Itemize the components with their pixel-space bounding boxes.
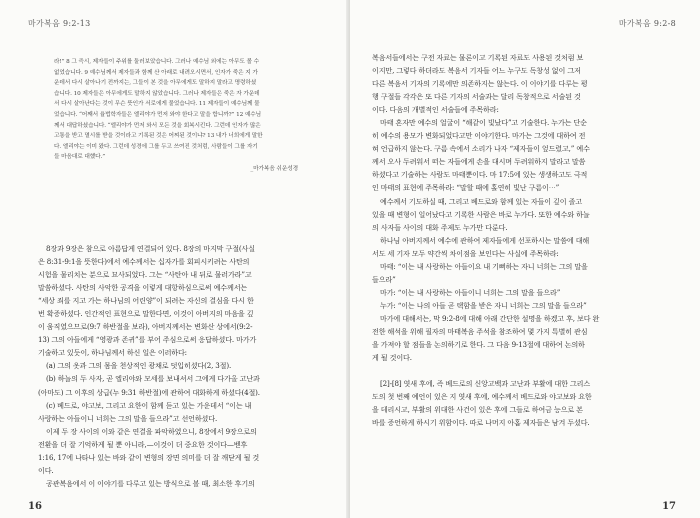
body-line: (a) 그의 옷과 그의 몸을 천상적인 광채로 덧입히셨다(2, 3절). — [46, 361, 232, 371]
body-line: 전한 해석을 위해 필자의 마태복음 주석을 참조하여 몇 가지 특별히 관심 — [372, 326, 588, 336]
quote-line: 께서 대답하셨습니다. “엘리야가 먼저 와서 모든 것을 회복시킨다. 그런데 인자가 많은 — [54, 122, 261, 129]
body-line: 이다. 다음의 개별적인 서술들에 주목하라: — [372, 105, 499, 115]
body-line: 의 사자들 사이의 대화 주제도 누가만 다룬다. — [372, 222, 508, 232]
quote-line: 들 마음대로 대했다.” — [54, 154, 106, 161]
body-line: 공관복음에서 이 이야기를 다루고 있는 방식으로 볼 때, 최소한 후기의 — [46, 478, 255, 488]
quote-source: _마가복음 쉬운성경 — [250, 165, 298, 172]
quote-line: 습니다. 10 제자들은 아무에게도 말하지 않았습니다. 그러나 제자들은 죽은 자 가운데 — [54, 90, 260, 97]
running-head-left: 마가복음 9:2-13 — [28, 19, 91, 28]
running-head-right: 마가복음 9:2-8 — [618, 19, 676, 28]
body-line: 히 예수의 용모가 변화되었다고만 이야기한다. 마가는 그것에 대하여 전 — [372, 131, 586, 141]
body-line: 마가에 대해서는, 막 9:2-8에 대해 아래 간단한 설명을 하겠고 후, 보다 완 — [380, 313, 600, 323]
body-line: “세상 죄를 지고 가는 하나님의 어린양”이 되려는 자신의 결심을 다시 한 — [38, 296, 254, 306]
body-line: 바를 증언하게 하시기 위함이다. 따로 나머지 아홉 제자들은 남겨 두셨다. — [372, 418, 590, 428]
body-line: [2]-[8] 엿새 후에, 즉 베드로의 신앙고백과 고난과 부활에 대한 그리스 — [380, 379, 591, 389]
scripture-quote-block — [54, 57, 304, 175]
body-line: 예수께서 기도하실 때, 그리고 베드로와 함께 있는 자들이 깊이 졸고 — [380, 196, 583, 206]
body-line: 을 가져야 할 점들을 논의하기로 한다. 그 다음 9-13절에 대하여 논의하 — [372, 340, 585, 350]
body-line: 하셨다고 기술하는 사람도 마태뿐이다. 마 17:5에 있는 생생하고도 극적 — [372, 170, 588, 180]
body-line: 도의 첫 번째 예언이 있은 지 엿새 후에, 예수께서 베드로와 야고보와 요한 — [372, 392, 592, 402]
body-line: 들으라” — [372, 274, 396, 284]
body-line: 말씀하셨다. 사탄의 사악한 공격을 이렇게 대항하심으로써 예수께서는 — [38, 283, 248, 293]
paragraph-spacer — [372, 364, 662, 377]
body-line: 께서 오사 두려워서 떠는 자들에게 손을 대시며 두려워하지 말라고 말씀 — [372, 157, 586, 167]
body-line: 은 8:31-9:1을 뜻한다)에서 예수께서는 십자가를 회피시키려는 사탄의 — [38, 257, 250, 267]
body-line: 마태: “이는 내 사랑하는 아들이요 내 기뻐하는 자니 너희는 그의 말을 — [380, 261, 588, 271]
body-line: (b) 하늘의 두 사자, 곧 엘리야와 모세를 보내셔서 그에게 다가올 고난과 — [46, 374, 260, 384]
quote-line: 운데서 다시 살아나기 전까지는, 그들이 본 것을 아무에게도 말하지 말라고 명령하셨 — [54, 80, 257, 87]
body-line: 이 움직였으므로(9:7 하반절을 보라), 아버지께서는 변화산 상에서(9:2- — [38, 322, 253, 332]
quote-line: 었습니다. “어째서 율법학자들은 엘리야가 먼저 와야 한다고 말을 합니까?” 12 예수님 — [54, 111, 261, 118]
page-number-left: 16 — [28, 501, 42, 512]
body-line: 인 마태의 표현에 주목하라: “말할 때에 홀연히 빛난 구름이⋯” — [372, 183, 560, 193]
body-line: 누가: “이는 나의 아들 곧 택함을 받은 자니 너희는 그의 말을 들으라” — [380, 300, 587, 310]
body-line: 을 데리시고, 부활의 위대한 사건이 있은 후에 그들로 하여금 능으로 본 — [372, 405, 583, 415]
body-line: (c) 베드로, 야고보, 그리고 요한이 함께 듣고 있는 가운데서 “이는 내 — [46, 400, 252, 410]
body-line: 8장과 9장은 참으로 아름답게 연결되어 있다. 8장의 마지막 구절(사실 — [46, 244, 255, 253]
body-line: 1:16, 17에 나타나 있는 바와 같이 변형의 장면 의미를 더 잘 깨닫게 될 것 — [38, 452, 260, 462]
body-line: 전환을 더 잘 기억하게 될 뿐 아니라,—이것이 더 중요한 것이다—벧후 — [38, 439, 248, 449]
right-page — [350, 0, 700, 518]
body-line: 서도 세 기자 모두 약간씩 차이점을 보인다는 사실에 주목하라: — [372, 248, 559, 258]
left-body-text — [38, 242, 321, 490]
body-line: 혀 언급하지 않는다. 구름 속에서 소리가 나자 “제자들이 엎드렸고,” 예수 — [372, 144, 590, 154]
body-line: 게 될 것이다. — [372, 353, 412, 363]
body-line: (아마도) 그 이후의 상급(누 9:31 하반절)에 관하여 대화하게 하셨다(4절). — [38, 387, 260, 397]
right-body-text — [372, 51, 662, 429]
quote-line: 서 다시 살아난다는 것이 무슨 뜻인가 서로에게 물었습니다. 11 제자들이 예수님께 물 — [54, 101, 260, 108]
body-line: 마가: “이는 내 사랑하는 아들이니 너희는 그의 말을 들으라” — [380, 287, 561, 297]
quote-line: 라!” 8 그 즉시, 제자들이 주위를 둘러보았습니다. 그러나 예수님 외에는 아무도 볼 수 — [54, 59, 260, 65]
page-number-right: 17 — [662, 501, 676, 512]
body-line: 마태 혼자만 예수의 얼굴이 “해같이 빛났다”고 기술한다. 누가는 단순 — [380, 118, 587, 128]
body-line: 시험을 물리치는 분으로 묘사되었다. 그는 “사탄아 내 뒤로 물러가라”고 — [38, 270, 252, 280]
body-line: 이다. — [38, 465, 54, 475]
quote-line: 없었습니다. 9 예수님께서 제자들과 함께 산 아래로 내려오시면서, 인자가 죽은 지 가 — [54, 69, 258, 76]
body-line: 기술하고 있듯이, 하나님께서 하신 일은 이러하다: — [38, 348, 187, 358]
body-line: 사랑하는 아들이니 너희는 그의 말을 들으라”고 선언하셨다. — [38, 413, 218, 423]
body-line: 행 구절들 각각은 또 다른 기자의 서술과는 달리 독창적으로 서술된 것 — [372, 92, 581, 102]
body-line: 번 확증하셨다. 인간적인 표현으로 말한다면, 이것이 아버지의 마음을 깊 — [38, 309, 254, 319]
body-line: 13) 그의 아들에게 “영광과 존귀”를 부어 주심으로써 응답하셨다. 마가가 — [38, 335, 257, 345]
body-line: 하나님 아버지께서 예수에 관하여 제자들에게 선포하시는 말씀에 대해 — [380, 235, 590, 245]
body-line: 복음서들에서는 구전 자료는 물론이고 기록된 자료도 사용된 것처럼 보 — [372, 53, 584, 62]
body-line: 다른 복음서 기자의 기록에만 의존하지는 않는다. 이 이야기를 다루는 평 — [372, 79, 588, 89]
body-line: 이지만, 그렇다 하더라도 복음서 기자들 어느 누구도 독창성 없이 그저 — [372, 66, 581, 76]
quote-line: 고통을 받고 멸시를 받을 것이라고 기록된 것은 어찌된 것이냐? 13 내가 너희에게 말한 — [54, 133, 263, 140]
body-line: 이제 두 장 사이의 이와 같은 연결을 파악하였으니, 8장에서 9장으로의 — [46, 426, 257, 436]
quote-line: 다. 엘리야는 이미 왔다. 그런데 성경에 그를 두고 쓰여진 것처럼, 사람들이 그를 자기 — [54, 143, 258, 150]
body-line: 있을 때 변형이 일어났다고 기록한 사람은 바로 누가다. 또한 예수와 하늘 — [372, 209, 590, 219]
